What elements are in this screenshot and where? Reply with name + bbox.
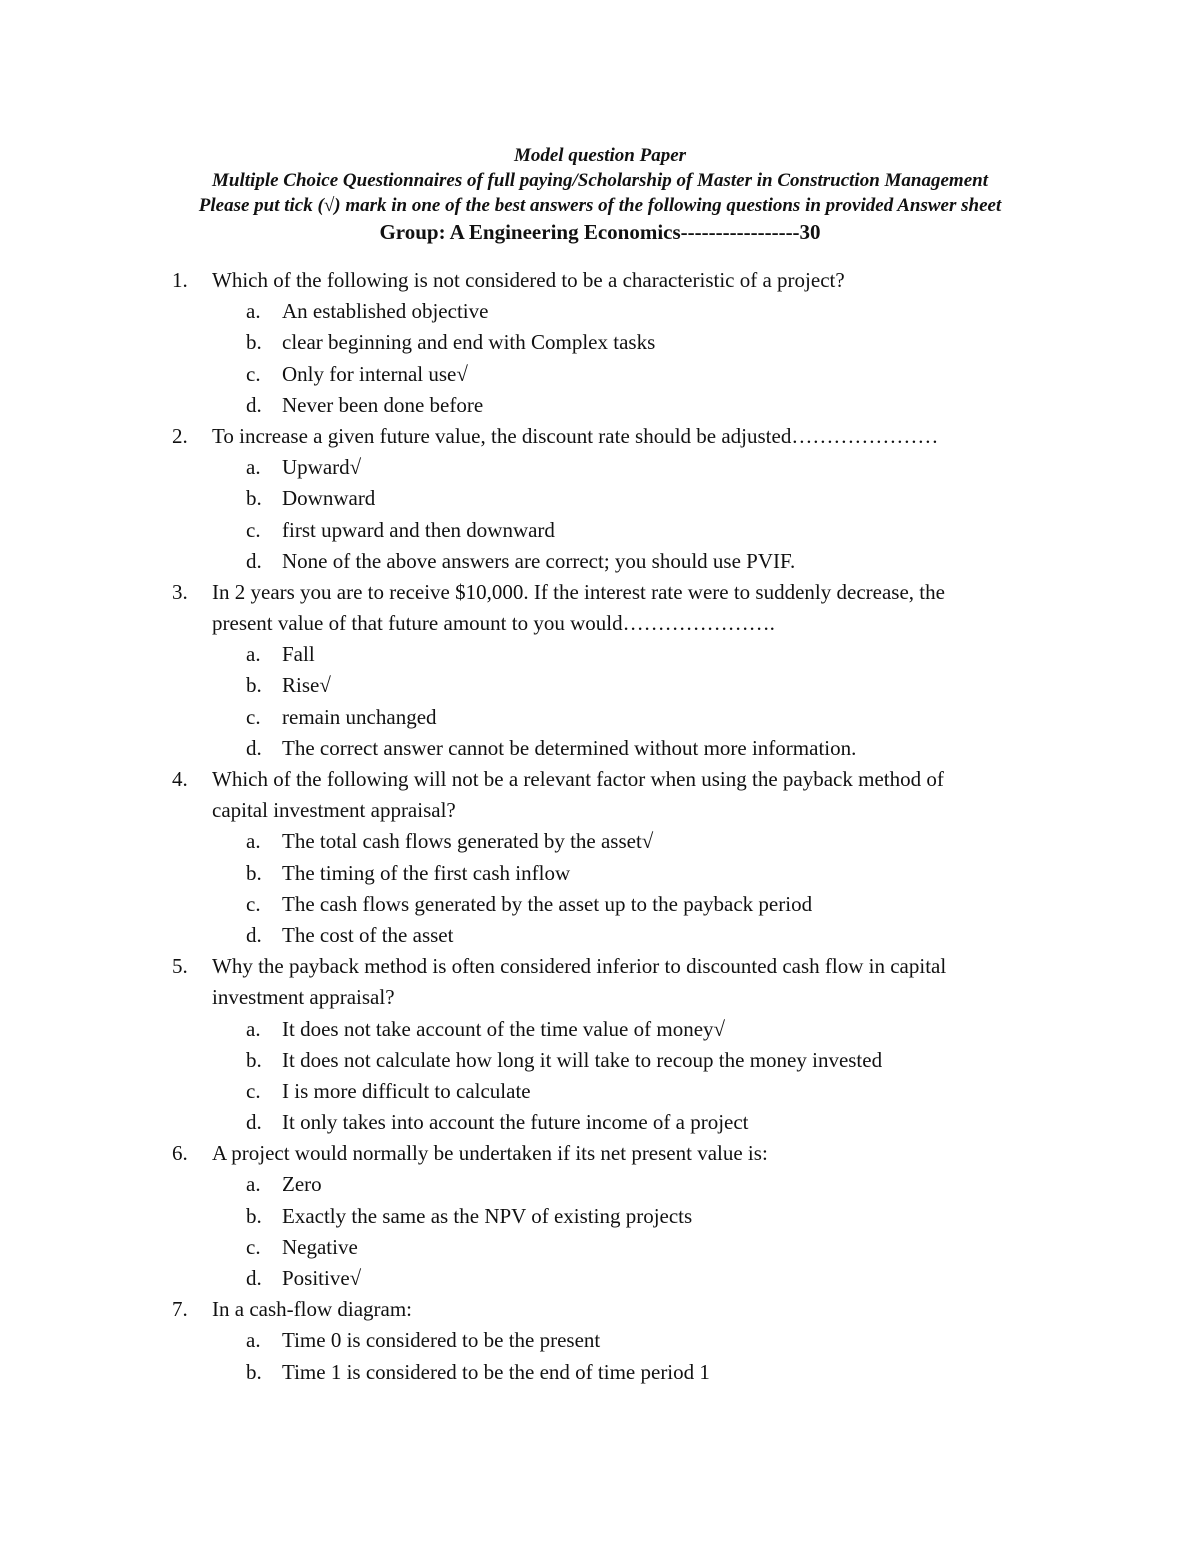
option-letter: a. — [246, 829, 261, 854]
paper-subtitle: Multiple Choice Questionnaires of full paying/Scholarship of Master in Construction Management — [212, 170, 988, 191]
option-text: Positive√ — [282, 1266, 362, 1290]
answer-option — [0, 1357, 1200, 1388]
answer-option — [0, 515, 1200, 546]
option-text: Time 0 is considered to be the present — [282, 1328, 601, 1353]
question-text: Which of the following is not considered to be a characteristic of a project? — [212, 268, 845, 292]
option-letter: b. — [246, 486, 262, 511]
option-text: Zero — [282, 1172, 322, 1197]
answer-option — [0, 359, 1200, 390]
question-number: 3. — [172, 579, 188, 604]
answer-option — [0, 733, 1200, 764]
answer-option — [0, 452, 1200, 483]
question-line — [0, 421, 1200, 452]
answer-option — [0, 390, 1200, 421]
question-item — [0, 577, 1200, 764]
answer-option — [0, 670, 1200, 701]
question-line — [0, 982, 1200, 1013]
question-number: 1. — [172, 268, 188, 292]
option-text: Exactly the same as the NPV of existing projects — [282, 1203, 693, 1228]
question-number: 4. — [172, 767, 188, 791]
question-item — [0, 951, 1200, 1138]
answer-option — [0, 1169, 1200, 1200]
option-letter: c. — [246, 1078, 261, 1103]
option-text: The timing of the first cash inflow — [282, 860, 571, 885]
option-text: Time 1 is considered to be the end of time period 1 — [282, 1359, 710, 1384]
option-text: The total cash flows generated by the asset√ — [282, 829, 654, 854]
question-text: Which of the following will not be a relevant factor when using the payback method of — [212, 767, 944, 791]
option-text: None of the above answers are correct; you should use PVIF. — [282, 548, 796, 573]
answer-option — [0, 889, 1200, 920]
question-text: investment appraisal? — [212, 985, 395, 1010]
option-letter: a. — [246, 455, 261, 480]
option-text: It does not take account of the time value of money√ — [282, 1016, 726, 1041]
answer-option — [0, 1076, 1200, 1107]
option-letter: d. — [246, 1266, 262, 1290]
answer-option — [0, 1107, 1200, 1138]
option-text: Only for internal use√ — [282, 361, 468, 386]
option-text: It does not calculate how long it will take to recoup the money invested — [282, 1047, 883, 1072]
question-line — [0, 577, 1200, 608]
answer-option — [0, 1263, 1200, 1294]
option-text: It only takes into account the future income of a project — [282, 1110, 749, 1135]
answer-option — [0, 546, 1200, 577]
question-number: 6. — [172, 1141, 188, 1166]
answer-option — [0, 1201, 1200, 1232]
question-text: A project would normally be undertaken if its net present value is: — [212, 1141, 768, 1166]
option-text: remain unchanged — [282, 704, 437, 729]
question-item — [0, 265, 1200, 421]
option-letter: d. — [246, 392, 262, 417]
option-letter: d. — [246, 548, 262, 573]
option-letter: b. — [246, 1047, 262, 1072]
option-letter: a. — [246, 1328, 261, 1353]
answer-option — [0, 1014, 1200, 1045]
option-text: Negative — [282, 1234, 358, 1259]
question-line — [0, 1294, 1200, 1325]
question-line — [0, 1138, 1200, 1169]
option-letter: d. — [246, 922, 262, 947]
option-text: first upward and then downward — [282, 517, 555, 542]
question-number: 2. — [172, 423, 188, 448]
question-text: In 2 years you are to receive $10,000. If the interest rate were to suddenly decrease, the — [212, 579, 945, 604]
option-letter: c. — [246, 361, 261, 386]
question-line — [0, 795, 1200, 826]
question-item — [0, 1138, 1200, 1294]
option-text: The correct answer cannot be determined without more information. — [282, 735, 857, 760]
option-text: Never been done before — [282, 392, 484, 417]
answer-option — [0, 296, 1200, 327]
option-letter: b. — [246, 1359, 262, 1384]
answer-option — [0, 1045, 1200, 1076]
question-text: present value of that future amount to you would…………………. — [212, 611, 775, 636]
option-letter: c. — [246, 704, 261, 729]
question-list — [0, 265, 1200, 1388]
question-item — [0, 421, 1200, 577]
question-item — [0, 1294, 1200, 1388]
question-text: Why the payback method is often considered inferior to discounted cash flow in capital — [212, 954, 947, 979]
option-letter: b. — [246, 860, 262, 885]
group-heading: Group: A Engineering Economics-----------------30 — [379, 220, 821, 244]
question-number: 7. — [172, 1297, 188, 1322]
option-text: Upward√ — [282, 455, 362, 480]
answer-option — [0, 826, 1200, 857]
option-letter: d. — [246, 735, 262, 760]
question-line — [0, 265, 1200, 296]
option-text: Rise√ — [282, 673, 331, 698]
answer-option — [0, 639, 1200, 670]
question-item — [0, 764, 1200, 951]
question-line — [0, 764, 1200, 795]
option-text: Downward — [282, 486, 376, 511]
option-letter: b. — [246, 1203, 262, 1228]
option-letter: a. — [246, 299, 261, 324]
answer-option — [0, 1232, 1200, 1263]
option-letter: c. — [246, 1234, 261, 1259]
answer-option — [0, 702, 1200, 733]
option-letter: a. — [246, 642, 261, 667]
question-text: To increase a given future value, the discount rate should be adjusted………………… — [212, 423, 939, 448]
option-text: An established objective — [282, 299, 489, 324]
option-text: The cost of the asset — [282, 922, 454, 947]
question-number: 5. — [172, 954, 188, 979]
option-text: clear beginning and end with Complex tasks — [282, 330, 656, 355]
answer-option — [0, 1325, 1200, 1356]
option-letter: c. — [246, 891, 261, 916]
paper-title: Model question Paper — [513, 145, 687, 166]
option-letter: a. — [246, 1172, 261, 1197]
option-letter: c. — [246, 517, 261, 542]
answer-option — [0, 920, 1200, 951]
option-letter: d. — [246, 1110, 262, 1135]
answer-option — [0, 483, 1200, 514]
answer-option — [0, 327, 1200, 358]
paper-header — [0, 143, 1200, 246]
question-text: In a cash-flow diagram: — [212, 1297, 413, 1322]
paper-instruction: Please put tick (√) mark in one of the best answers of the following questions in provided Answer sheet — [198, 195, 1002, 216]
option-letter: a. — [246, 1016, 261, 1041]
option-letter: b. — [246, 673, 262, 698]
option-text: I is more difficult to calculate — [282, 1078, 531, 1103]
option-letter: b. — [246, 330, 262, 355]
question-text: capital investment appraisal? — [212, 798, 456, 823]
question-line — [0, 951, 1200, 982]
answer-option — [0, 858, 1200, 889]
option-text: Fall — [282, 642, 315, 667]
option-text: The cash flows generated by the asset up to the payback period — [282, 891, 813, 916]
question-line — [0, 608, 1200, 639]
